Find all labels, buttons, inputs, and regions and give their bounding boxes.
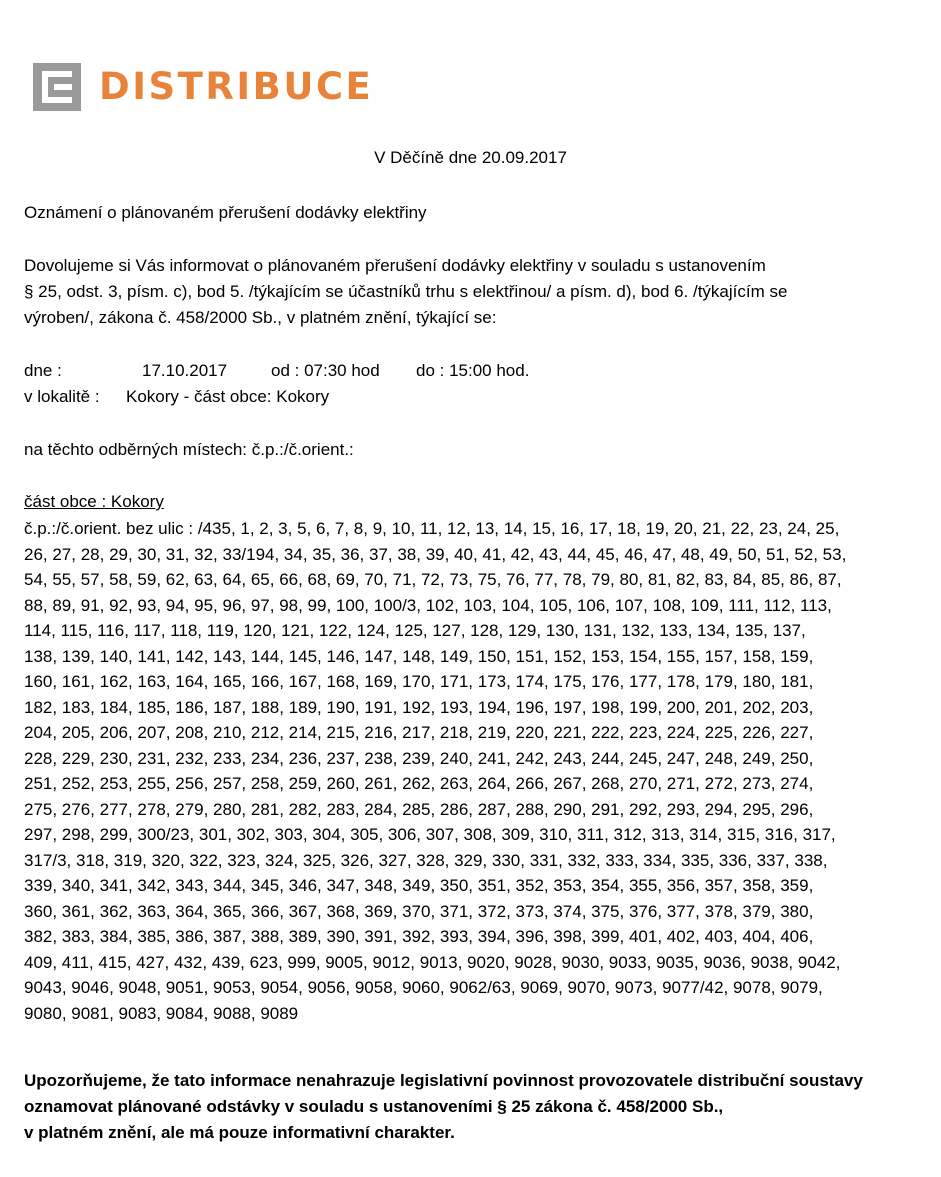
numbers-line: 409, 411, 415, 427, 432, 439, 623, 999, 9005, 9012, 9013, 9020, 9028, 9030, 9033, 9035, 9036, 9038, 9042,: [24, 952, 841, 972]
numbers-line: 275, 276, 277, 278, 279, 280, 281, 282, 283, 284, 285, 286, 287, 288, 290, 291, 292, 293, 294, 295, 296,: [24, 799, 814, 819]
legal-notice: [24, 1068, 863, 1146]
numbers-line: č.p.:/č.orient. bez ulic : /435, 1, 2, 3, 5, 6, 7, 8, 9, 10, 11, 12, 13, 14, 15, 16, 17, 18, 19, 20, 21, 22, 23, 24, 25,: [24, 519, 840, 538]
numbers-line: 88, 89, 91, 92, 93, 94, 95, 96, 97, 98, 99, 100, 100/3, 102, 103, 104, 105, 106, 107, 108, 109, 111, 112, 113,: [24, 595, 832, 615]
numbers-line: 9080, 9081, 9083, 9084, 9088, 9089: [24, 1003, 299, 1023]
date-line: V Děčíně dne 20.09.2017: [374, 148, 567, 167]
notice-line-3: v platném znění, ale má pouze informativní charakter.: [24, 1123, 455, 1142]
numbers-line: 251, 252, 253, 255, 256, 257, 258, 259, 260, 261, 262, 263, 264, 266, 267, 268, 270, 271, 272, 273, 274,: [24, 774, 814, 793]
numbers-line: 54, 55, 57, 58, 59, 62, 63, 64, 65, 66, 68, 69, 70, 71, 72, 73, 75, 76, 77, 78, 79, 80, 81, 82, 83, 84, 85, 86, 87,: [24, 570, 842, 589]
numbers-line: 297, 298, 299, 300/23, 301, 302, 303, 304, 305, 306, 307, 308, 309, 310, 311, 312, 313, 314, 315, 316, 317,: [24, 825, 836, 844]
cez-logo-icon: [33, 63, 81, 111]
numbers-line: 360, 361, 362, 363, 364, 365, 366, 367, 368, 369, 370, 371, 372, 373, 374, 375, 376, 377, 378, 379, 380,: [24, 901, 814, 921]
section-title: část obce : Kokory: [24, 492, 164, 511]
logo-wordmark: DISTRIBUCE: [99, 65, 374, 108]
time-to: do : 15:00 hod.: [416, 361, 530, 380]
numbers-line: 26, 27, 28, 29, 30, 31, 32, 33/194, 34, 35, 36, 37, 38, 39, 40, 41, 42, 43, 44, 45, 46, 47, 48, 49, 50, 51, 52, 53,: [24, 544, 847, 564]
numbers-line: 138, 139, 140, 141, 142, 143, 144, 145, 146, 147, 148, 149, 150, 151, 152, 153, 154, 155, 157, 158, 159,: [24, 646, 814, 666]
notice-line-2: oznamovat plánované odstávky v souladu s ustanoveními § 25 zákona č. 458/2000 Sb.,: [24, 1097, 724, 1116]
numbers-line: 228, 229, 230, 231, 232, 233, 234, 236, 237, 238, 239, 240, 241, 242, 243, 244, 245, 247, 248, 249, 250,: [24, 748, 814, 768]
intro-line-2: § 25, odst. 3, písm. c), bod 5. /týkajícím se účastníků trhu s elektřinou/ a písm. d), bod 6. /týkajícím se: [24, 282, 788, 301]
date-label: dne :: [24, 361, 62, 380]
intro-line-1: Dovolujeme si Vás informovat o plánovaném přerušení dodávky elektřiny v souladu s ustanovením: [24, 256, 766, 275]
date-value: 17.10.2017: [142, 361, 228, 380]
numbers-line: 382, 383, 384, 385, 386, 387, 388, 389, 390, 391, 392, 393, 394, 396, 398, 399, 401, 402, 403, 404, 406,: [24, 927, 814, 946]
subject-line: Oznámení o plánovaném přerušení dodávky elektřiny: [24, 203, 427, 222]
numbers-line: 339, 340, 341, 342, 343, 344, 345, 346, 347, 348, 349, 350, 351, 352, 353, 354, 355, 356, 357, 358, 359,: [24, 876, 814, 895]
company-logo: [33, 63, 373, 111]
numbers-line: 204, 205, 206, 207, 208, 210, 212, 214, 215, 216, 217, 218, 219, 220, 221, 222, 223, 224, 225, 226, 227,: [24, 723, 814, 742]
location-label: v lokalitě :: [24, 387, 100, 406]
numbers-line: 160, 161, 162, 163, 164, 165, 166, 167, 168, 169, 170, 171, 173, 174, 175, 176, 177, 178, 179, 180, 181,: [24, 672, 814, 691]
places-heading: na těchto odběrných místech: č.p.:/č.orient.:: [24, 440, 354, 459]
numbers-line: 9043, 9046, 9048, 9051, 9053, 9054, 9056, 9058, 9060, 9062/63, 9069, 9070, 9073, 9077/42, 9078, 9079,: [24, 978, 823, 997]
location-value: Kokory - část obce: Kokory: [126, 387, 330, 406]
notice-line-1: Upozorňujeme, že tato informace nenahrazuje legislativní povinnost provozovatele distribuční soustavy: [24, 1071, 863, 1090]
house-numbers-list: [24, 516, 904, 1026]
intro-line-3: výroben/, zákona č. 458/2000 Sb., v platném znění, týkající se:: [24, 308, 497, 327]
numbers-line: 182, 183, 184, 185, 186, 187, 188, 189, 190, 191, 192, 193, 194, 196, 197, 198, 199, 200, 201, 202, 203,: [24, 697, 814, 717]
numbers-line: 114, 115, 116, 117, 118, 119, 120, 121, 122, 124, 125, 127, 128, 129, 130, 131, 132, 133, 134, 135, 137,: [24, 621, 806, 640]
time-from: od : 07:30 hod: [271, 361, 380, 380]
numbers-line: 317/3, 318, 319, 320, 322, 323, 324, 325, 326, 327, 328, 329, 330, 331, 332, 333, 334, 335, 336, 337, 338,: [24, 850, 828, 870]
